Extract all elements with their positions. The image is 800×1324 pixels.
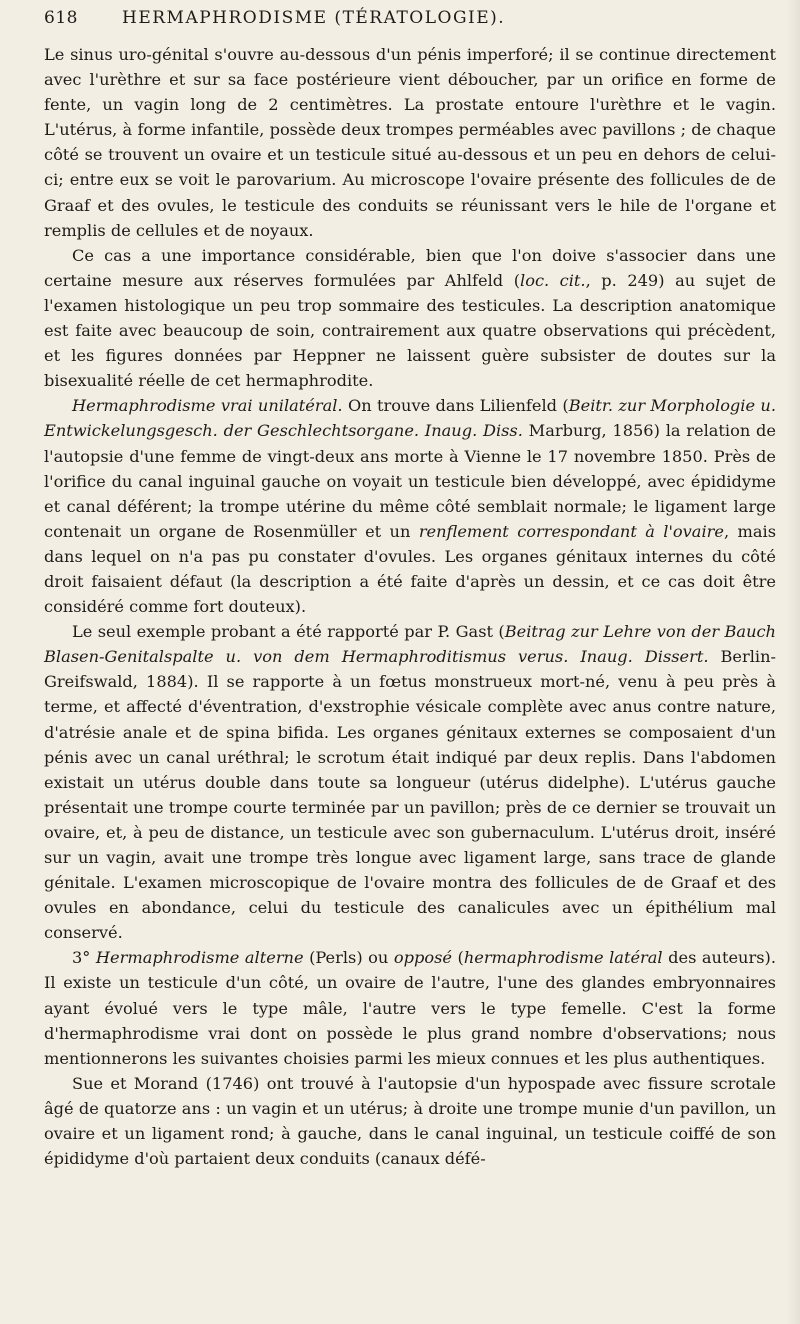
- paragraph: [44, 42, 776, 243]
- italic-text: hermaphrodisme latéral: [463, 948, 663, 968]
- text-run: Marburg, 1856) la relation de l'autopsie d'une femme de vingt-deux ans morte à Vienne le 17 novembre 1850. Près de l'orifice du canal inguinal gauche on voyait un testicule bien développé, avec épididyme et canal déférent; la trompe utérine du même côté semblait normale; le ligament large contenait un organe de Rosenmüller et un: [44, 421, 776, 541]
- text-run: , mais dans lequel on n'a pas pu constater d'ovules. Les organes génitaux internes du côté droit faisaient défaut (la description a été faite d'après un dessin, et ce cas doit être considéré comme fort douteux).: [44, 521, 776, 617]
- page-number: 618: [44, 8, 78, 28]
- italic-text: opposé: [393, 948, 452, 968]
- text-run: des auteurs). Il existe un testicule d'un côté, un ovaire de l'autre, l'une des glandes embryonnaires ayant évolué vers le type mâle, l'autre vers le type femelle. C'est la forme d'hermaphrodisme vrai dont on possède le plus grand nombre d'observations; nous mentionnerons les suivantes choisies parmi les mieux connues et les plus authentiques.: [44, 948, 776, 1068]
- paragraph: [44, 243, 776, 394]
- running-title: HERMAPHRODISME (TÉRATOLOGIE).: [122, 8, 506, 28]
- text-run: , p. 249) au sujet de l'examen histologique un peu trop sommaire des testicules. La description anatomique est faite avec beaucoup de soin, contrairement aux quatre observations qui précèdent, et les figures données par Heppner ne laissent guère subsister de doutes sur la bisexualité réelle de cet hermaphrodite.: [44, 270, 777, 391]
- page-edge-shadow: [786, 0, 800, 1324]
- page-header: [44, 0, 776, 38]
- italic-text: Beitr. zur Morphologie u. Entwickelungsgesch. der Geschlechtsorgane. Inaug. Diss.: [44, 396, 776, 441]
- text-run: On trouve dans Lilienfeld (: [342, 396, 569, 416]
- text-run: 3°: [72, 948, 96, 968]
- italic-text: Beitrag zur Lehre von der Bauch Blasen-Genitalspalte u. von dem Hermaphroditismus verus. Inaug. Dissert.: [44, 622, 776, 667]
- paragraph: [44, 1071, 776, 1171]
- italic-text: Hermaphrodisme alterne: [95, 948, 304, 968]
- italic-text: Hermaphrodisme vrai unilatéral.: [72, 396, 343, 416]
- text-run: Berlin-Greifswald, 1884). Il se rapporte à un fœtus monstrueux mort-né, venu à peu près à terme, et affecté d'éventration, d'exstrophie vésicale complète avec anus contre nature, d'atrésie anale et de spina bifida. Les organes génitaux externes se composaient d'un pénis avec un canal uréthral; le scrotum était indiqué par deux replis. Dans l'abdomen existait un utérus double dans toute sa longueur (utérus didelphe). L'utérus gauche présentait une trompe courte terminée par un pavillon; près de ce dernier se trouvait un ovaire, et, à peu de distance, un testicule avec son gubernaculum. L'utérus droit, inséré sur un vagin, avait une trompe très longue avec ligament large, sans trace de glande génitale. L'examen microscopique de l'ovaire montra des follicules de de Graaf et des ovules en abondance, celui du testicule des canalicules avec un épithélium mal conservé.: [44, 647, 776, 943]
- text-run: Ce cas a une importance considérable, bien que l'on doive s'associer dans une certaine mesure aux réserves formulées par Ahlfeld (: [44, 245, 776, 290]
- paragraph: [44, 393, 776, 619]
- text-run: Le seul exemple probant a été rapporté par P. Gast (: [72, 622, 505, 642]
- text-run: (Perls) ou: [303, 948, 394, 968]
- text-run: Sue et Morand (1746) ont trouvé à l'autopsie d'un hypospade avec fissure scrotale âgé de quatorze ans : un vagin et un utérus; à droite une trompe munie d'un pavillon, un ovaire et un ligament rond; à gauche, dans le canal inguinal, un testicule coiffé de son épididyme d'où partaient deux conduits (canaux défé-: [44, 1073, 776, 1169]
- italic-text: renflement correspondant à l'ovaire: [418, 521, 724, 541]
- italic-text: loc. cit.: [520, 270, 586, 290]
- text-run: Le sinus uro-génital s'ouvre au-dessous d'un pénis imperforé; il se continue directement avec l'urèthre et sur sa face postérieure vient déboucher, par un orifice en forme de fente, un vagin long de 2 centimètres. La prostate entoure l'urèthre et le vagin. L'utérus, à forme infantile, possède deux trompes perméables avec pavillons ; de chaque côté se trouvent un ovaire et un testicule situé au-dessous et un peu en dehors de celui-ci; entre eux se voit le parovarium. Au microscope l'ovaire présente des follicules de de Graaf et des ovules, le testicule des conduits se réunissant vers le hile de l'organe et remplis de cellules et de noyaux.: [44, 45, 776, 240]
- paragraph: [44, 945, 776, 1070]
- body-text: [44, 42, 776, 1171]
- paragraph: [44, 619, 776, 945]
- text-run: (: [451, 948, 464, 968]
